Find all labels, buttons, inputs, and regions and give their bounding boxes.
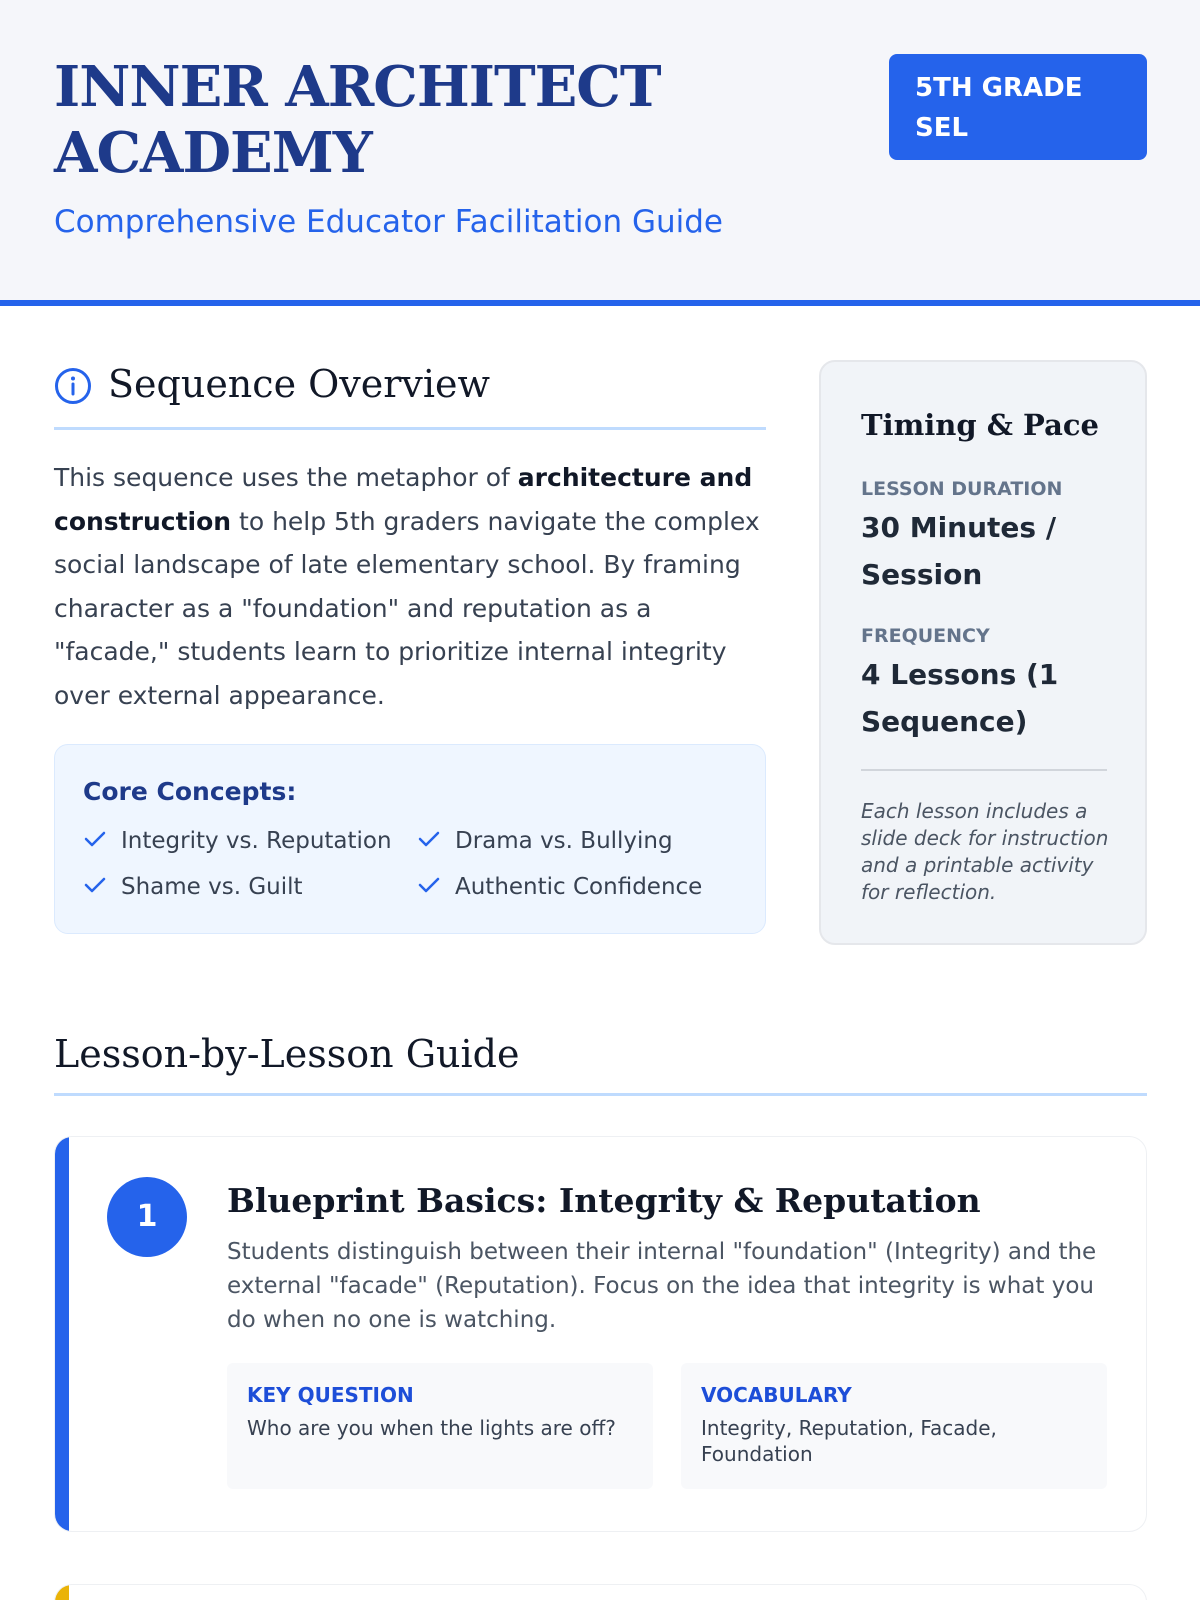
info-icon — [54, 367, 92, 405]
core-concepts-title: Core Concepts: — [83, 777, 297, 806]
key-question-box — [227, 1363, 653, 1489]
overview-text: This sequence uses the metaphor of architecture and construction to help 5th graders navigate the complex social landscape of late elementary school. By framing character as a "foundation" and reputation as a "facade," students learn to prioritize internal integrity over external appearance. — [54, 463, 760, 710]
concept-item: Integrity vs. Reputation — [83, 827, 392, 854]
vocabulary-text: Integrity, Reputation, Facade, Foundation — [701, 1416, 997, 1466]
duration-label: LESSON DURATION — [861, 478, 1063, 500]
concept-item: Shame vs. Guilt — [83, 873, 303, 900]
overview-title: Sequence Overview — [108, 362, 491, 406]
frequency-label: FREQUENCY — [861, 625, 990, 647]
concept-item: Authentic Confidence — [417, 873, 702, 900]
lesson-accent-bar — [55, 1585, 69, 1600]
timing-divider — [861, 769, 1107, 771]
lesson-card — [54, 1136, 1147, 1532]
key-question-text: Who are you when the lights are off? — [247, 1416, 616, 1440]
vocabulary-label: VOCABULARY — [701, 1383, 852, 1407]
guide-heading — [54, 1028, 1147, 1096]
grade-badge: 5TH GRADE SEL — [889, 54, 1147, 160]
check-icon — [83, 827, 107, 851]
lesson-card-next — [54, 1584, 1147, 1600]
lesson-title: Blueprint Basics: Integrity & Reputation — [227, 1181, 981, 1220]
frequency-value: 4 Lessons (1 Sequence) — [861, 658, 1059, 738]
page-title: INNER ARCHITECT ACADEMY — [54, 54, 661, 186]
key-question-label: KEY QUESTION — [247, 1383, 414, 1407]
page-subtitle: Comprehensive Educator Facilitation Guide — [54, 204, 723, 240]
guide-title: Lesson-by-Lesson Guide — [54, 1032, 520, 1076]
lesson-number-badge: 1 — [107, 1177, 187, 1257]
concept-item: Drama vs. Bullying — [417, 827, 673, 854]
check-icon — [417, 827, 441, 851]
lesson-description: Students distinguish between their internal "foundation" (Integrity) and the external "facade" (Reputation). Focus on the idea that integrity is what you do when no one is watching. — [227, 1239, 1097, 1333]
overview-heading — [54, 358, 766, 430]
page-header — [0, 0, 1200, 306]
timing-card — [819, 360, 1147, 945]
lesson-accent-bar — [55, 1137, 69, 1531]
timing-note: Each lesson includes a slide deck for instruction and a printable activity for reflection. — [861, 799, 1109, 904]
duration-value: 30 Minutes / Session — [861, 511, 1057, 591]
core-concepts-box — [54, 744, 766, 934]
timing-title: Timing & Pace — [861, 408, 1099, 442]
overview-emphasis: architecture and construction — [54, 463, 753, 536]
check-icon — [417, 873, 441, 897]
vocabulary-box — [681, 1363, 1107, 1489]
check-icon — [83, 873, 107, 897]
